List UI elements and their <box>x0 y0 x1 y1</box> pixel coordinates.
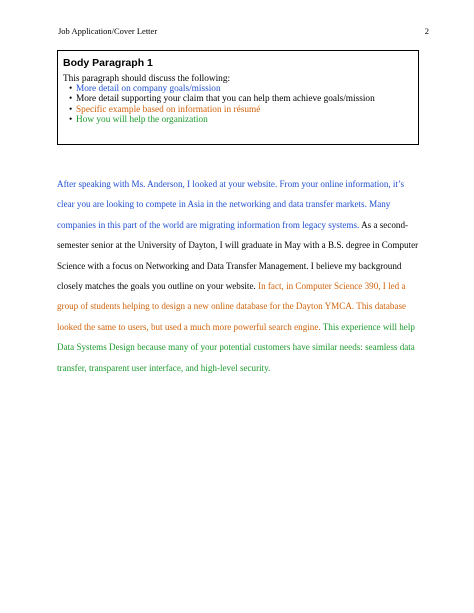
bullet-item <box>69 84 418 94</box>
bullet-item <box>69 115 418 125</box>
how-help-text: This experience will help Data Systems Design because many of your potential customers have similar needs: seamless data transfer, transparent user interface, and high-level security. <box>57 321 415 373</box>
bullet-icon: • <box>69 114 73 125</box>
box-intro: This paragraph should discuss the following: <box>63 74 231 84</box>
bullet-icon: • <box>69 94 73 105</box>
box-bullet-list <box>63 84 418 125</box>
bullet-text: How you will help the organization <box>76 114 208 125</box>
company-goals-text: After speaking with Ms. Anderson, I looked at your website. From your online information, it’s clear you are looking to compete in Asia in the networking and data transfer markets. Many companies in this part of the world are migrating information from legacy systems. <box>57 179 405 230</box>
bullet-item <box>69 105 418 115</box>
instruction-box <box>57 50 419 145</box>
bullet-icon: • <box>69 84 73 95</box>
body-paragraph <box>57 174 423 378</box>
bullet-text: Specific example based on information in résumé <box>76 104 261 115</box>
bullet-icon: • <box>69 104 73 115</box>
page-number: 2 <box>424 26 429 36</box>
box-title: Body Paragraph 1 <box>63 57 153 69</box>
bullet-item <box>69 94 418 104</box>
supporting-claim-text: As a second-semester senior at the University of Dayton, I will graduate in May with a B.S. degree in Computer Science with a focus on Networking and Data Transfer Management. I believe my background closely matches the goals you outline on your website. <box>57 219 419 292</box>
bullet-text: More detail supporting your claim that you can help them achieve goals/mission <box>76 94 375 105</box>
running-head: Job Application/Cover Letter <box>58 26 158 36</box>
bullet-text: More detail on company goals/mission <box>76 84 221 95</box>
specific-example-text: In fact, in Computer Science 390, I led a group of students helping to design a new online database for the Dayton YMCA. This database looked the same to users, but used a much more powerful search engine. <box>57 281 407 332</box>
